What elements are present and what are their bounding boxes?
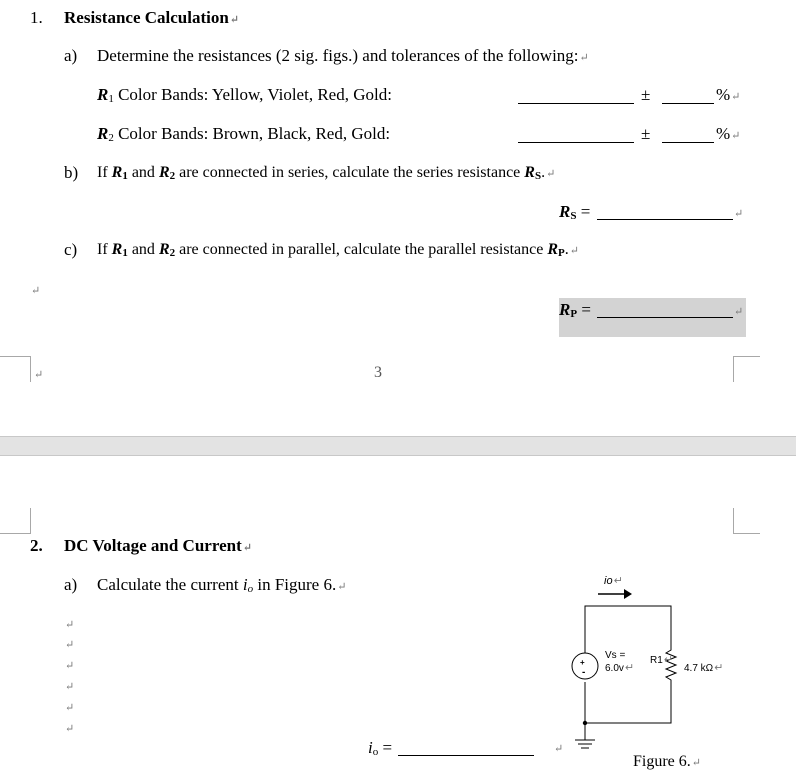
figure-caption: Figure 6.↵: [633, 753, 701, 770]
io-return-mark: ↵: [554, 743, 564, 755]
resistor-value: 4.7 kΩ↵: [684, 662, 724, 674]
part-2a-letter: a): [64, 575, 78, 594]
r1-color-bands: $R_1$ Color Bands: Yellow, Violet, Red, Gold:: [97, 85, 392, 105]
rp-answer-blank[interactable]: [597, 303, 733, 318]
blank-line-mark: ↵: [65, 723, 75, 735]
part-2a-text: Calculate the current $i_o$ in Figure 6.↵: [97, 575, 347, 595]
page-separator: [0, 436, 796, 456]
section-1-title: Resistance Calculation↵: [64, 8, 240, 27]
r2-tolerance-blank[interactable]: [662, 128, 714, 143]
part-1a-letter: a): [64, 46, 78, 65]
r2-plus-minus: ±: [641, 124, 651, 143]
part-1b-letter: b): [64, 163, 79, 182]
r1-plus-minus: ±: [641, 85, 651, 104]
blank-line-mark: ↵: [65, 681, 75, 693]
io-answer-blank[interactable]: [398, 741, 534, 756]
ground-node: [583, 721, 587, 725]
rp-return-mark: ↵: [734, 306, 744, 318]
r2-color-bands: $R_2$ Color Bands: Brown, Black, Red, Gold:: [97, 124, 391, 144]
margin-corner-top-right: [733, 508, 760, 534]
blank-line-mark: ↵: [65, 702, 75, 714]
source-minus: -: [582, 667, 586, 678]
part-1c-letter: c): [64, 240, 78, 259]
r1-resistance-blank[interactable]: [518, 89, 634, 104]
bottom-wire: [585, 682, 671, 723]
part-1c-text: If $R_1$ and $R_2$ are connected in parallel, calculate the parallel resistance $R_P.↵$: [97, 241, 579, 259]
current-io-label: io↵: [604, 575, 623, 587]
part-1b-text: If $R_1$ and $R_2$ are connected in series, calculate the series resistance $R_S.↵$: [97, 164, 556, 182]
rs-return-mark: ↵: [734, 208, 744, 220]
rs-answer-label: $R_S$ =: [559, 202, 591, 222]
empty-paragraph-mark: ↵: [31, 285, 41, 297]
ground-icon: [575, 740, 595, 748]
source-label: Vs = 6.0v↵: [605, 650, 635, 674]
rs-answer-blank[interactable]: [597, 205, 733, 220]
section-2-title: DC Voltage and Current↵: [64, 536, 252, 555]
blank-line-mark: ↵: [65, 660, 75, 672]
blank-line-mark: ↵: [65, 619, 75, 631]
margin-corner-bottom-left: [0, 356, 31, 382]
r2-resistance-blank[interactable]: [518, 128, 634, 143]
part-1a-text: Determine the resistances (2 sig. figs.) and tolerances of the following:↵: [97, 46, 589, 65]
rp-answer-label: $R_P$ =: [559, 300, 591, 320]
page-number: 3: [374, 364, 382, 381]
r2-percent: %↵: [716, 124, 741, 143]
blank-line-mark: ↵: [65, 639, 75, 651]
current-arrow-icon: [598, 589, 632, 599]
footer-return-mark: ↵: [34, 369, 44, 381]
margin-corner-top-left: [0, 508, 31, 534]
r1-percent: %↵: [716, 85, 741, 104]
section-1-number: 1.: [30, 8, 43, 27]
io-answer-label: $i_o$ =: [368, 738, 393, 758]
source-plus: +: [580, 658, 585, 667]
r1-tolerance-blank[interactable]: [662, 89, 714, 104]
margin-corner-bottom-right: [733, 356, 760, 382]
resistor-label: R1↵: [650, 654, 674, 666]
section-2-number: 2.: [30, 536, 43, 555]
